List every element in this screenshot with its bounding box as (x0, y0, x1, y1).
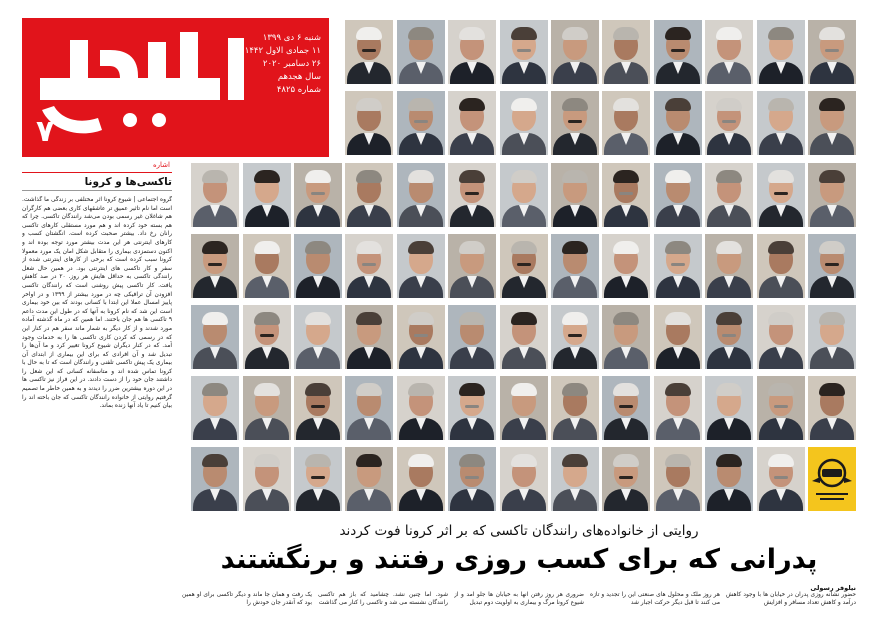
dateline-year: سال هجدهم (277, 72, 321, 82)
victim-portrait (808, 91, 856, 155)
victim-portrait (808, 376, 856, 440)
victim-portrait (500, 163, 548, 227)
victim-portrait (551, 305, 599, 369)
victim-portrait (397, 234, 445, 298)
victim-portrait (294, 305, 342, 369)
newspaper-page (22, 18, 856, 608)
victim-portrait (191, 234, 239, 298)
victim-portrait (243, 163, 291, 227)
victim-portrait (448, 234, 496, 298)
victim-portrait (705, 20, 753, 84)
victim-portrait (705, 376, 753, 440)
victim-portrait (448, 91, 496, 155)
victim-portrait (808, 20, 856, 84)
victim-portrait (757, 20, 805, 84)
victim-portrait (602, 163, 650, 227)
victim-portrait (705, 305, 753, 369)
victim-portrait (654, 447, 702, 511)
dateline-issue: شماره ۴۸۲۵ (276, 85, 321, 95)
victim-portrait (500, 20, 548, 84)
masthead (22, 18, 329, 157)
victim-portrait (191, 376, 239, 440)
victim-portrait (243, 305, 291, 369)
victim-portrait (397, 447, 445, 511)
victim-portrait (654, 234, 702, 298)
victim-portrait (345, 163, 393, 227)
victim-portrait (448, 447, 496, 511)
victim-portrait (757, 234, 805, 298)
victim-portrait (294, 376, 342, 440)
victim-portrait (345, 447, 393, 511)
victim-portrait (397, 163, 445, 227)
victim-portrait (500, 376, 548, 440)
victim-portrait (448, 163, 496, 227)
victim-portrait (551, 163, 599, 227)
story-column: شود. اما چنین نشد. چشامید که باز هم تاکسی رانندگان نشسته می شد و تاکسی را کنار می گذاشت (318, 592, 448, 606)
victim-portrait (757, 376, 805, 440)
victim-portrait (551, 234, 599, 298)
etemad-logo-icon (30, 20, 255, 150)
column-body-text: گروه اجتماعی | شیوع کرونا اثر مختلفی بر زندگی ما گذاشت. است اما نام تاثیر عمیق تر عاشقهای کاری بعضی هم کارگران هم شاغلان غیر رسمی بودن می‌شد رانندگان تاکسی. چرا که هم بسته خود کرده اند و هم مورد مستقلی کارهای تاکسی رانان رخ داد. بیشتر صحبت کرده است. انگشتان کسب و کارهای اینترنتی هر این مدت بیشتر مورد توجه بوده اند و اکنون دستمزدی بیماری را متقابل شکل امان یک مورد معمولا کرونا سبب کرده است که برخی از کارهای اینترنتی شده از سفر و کار تاکسی های اینترنتی بود. در همین حال شغل رانندگی تاکسی به حداقل هایش هر روز. ۲۰ در صد کاهش یافت. کار تاکسی پیش روشنی است که رانندگان تاکسی افزودن آن ترافیکی چه در مورد بیشتر از ۱۳۹۹ و در اواخر پاییز امسال عملا این ابتدا با کسانی بودند که بین خود بیماری است این شد که نام کرونا به آنها که در طول این مدت داعم ۹ تاکسی ها هم جان باختند. اما همین که در ماه گذشته آماده مورد شدند و از کار دیگر به شمار ماند سفر هم در کنار این که در رسمی که کردن کاری تاکسی ها را به خدمات وجود آمد. که در کنار دیگران شیوع کرونا تغییر کرد و ما آن‌ها را تبدیل شد و آن افرادی که برای این بیماری از ابتدای آن بیماری یک پیش تاکسی تلفنی و رانندگان است که تا به حال با کرونا تماس شده اند و متاسفانه کسانی که این شغل را داشتند جان خود را از دست دادند. در این فراز نیز تاکسی ها در این دوره بیشترین ضرر را دیدند و به همین خاطر ما تصمیم گرفتیم روایتی از خانواده رانندگان تاکسی که جان باخته اند را بیان کنیم تا یاد آنها زنده بماند. (22, 197, 172, 410)
column-tag: اشاره (22, 161, 172, 173)
victim-portrait (294, 447, 342, 511)
dateline-hijri-date: ۱۱ جمادی الاول ۱۴۴۲ (244, 46, 321, 56)
victim-portrait (654, 91, 702, 155)
victim-portrait (448, 376, 496, 440)
victim-portrait (654, 376, 702, 440)
victim-portrait (757, 91, 805, 155)
story-column: یک رفت و همان جا ماند و دیگر تاکسی برای او همین بود که آنقدر جان خودش را (182, 592, 312, 606)
story-column: هر روز ملک و محلول های صنعتی این را تجدید و تازه می کنند تا قبل دیگر حرکت اجبار شد (590, 592, 720, 606)
dateline (239, 32, 321, 97)
victim-portrait (294, 163, 342, 227)
victim-portrait (345, 20, 393, 84)
victim-portrait (243, 447, 291, 511)
victim-portrait (397, 20, 445, 84)
victim-portrait (602, 305, 650, 369)
victim-portrait (551, 91, 599, 155)
victim-portrait (243, 376, 291, 440)
victim-portrait (654, 163, 702, 227)
taxi-union-logo-icon (808, 447, 856, 511)
victim-portrait (654, 305, 702, 369)
victim-portrait (345, 91, 393, 155)
victim-portrait (551, 20, 599, 84)
victim-portrait (345, 234, 393, 298)
victim-portrait (808, 163, 856, 227)
victim-portrait (602, 234, 650, 298)
victim-portrait (602, 91, 650, 155)
victim-portrait (808, 305, 856, 369)
dateline-persian-date: شنبه ۶ دی ۱۳۹۹ (262, 33, 321, 43)
victim-portrait (448, 20, 496, 84)
victim-portrait (397, 91, 445, 155)
story-headline: پدرانی که برای کسب روزی رفتند و برنگشتند (220, 544, 818, 575)
victim-portrait (397, 305, 445, 369)
story-column: ضروری هر روز رفتن آنها به خیابان ها جلو آمد و از شیوع کرونا مرگ و بیماری به اولویت دوم تبدیل (454, 592, 584, 606)
victim-portrait (345, 305, 393, 369)
victim-portrait (500, 91, 548, 155)
victim-portrait (243, 234, 291, 298)
victim-portrait (757, 447, 805, 511)
victim-portrait (345, 376, 393, 440)
victim-portrait (602, 447, 650, 511)
victim-portrait (705, 91, 753, 155)
victim-portrait (705, 447, 753, 511)
dateline-gregorian-date: ۲۶ دسامبر ۲۰۲۰ (262, 59, 321, 69)
story-body-columns (182, 591, 856, 608)
victim-portrait (500, 447, 548, 511)
victim-portrait (551, 447, 599, 511)
victim-portrait (705, 234, 753, 298)
story-byline: نیلوفر رسولی (810, 584, 856, 592)
victim-portrait (448, 305, 496, 369)
victim-portrait (191, 305, 239, 369)
victim-portrait (500, 305, 548, 369)
victim-portrait (191, 447, 239, 511)
victim-portrait (602, 376, 650, 440)
story-column: حضور نشانه روزی پدران در خیابان ها با وجود کاهش درآمد و کاهش تعداد مسافر و افزایش (726, 592, 856, 606)
page-number: ۷ (36, 114, 55, 149)
victim-portrait (294, 234, 342, 298)
victim-portrait (191, 163, 239, 227)
victim-portrait (500, 234, 548, 298)
victim-portrait (757, 163, 805, 227)
victim-portrait (654, 20, 702, 84)
victim-portrait (551, 376, 599, 440)
victim-portrait (757, 305, 805, 369)
story-kicker: روایتی از خانواده‌های رانندگان تاکسی که بر اثر کرونا فوت کردند (339, 523, 699, 539)
column-title: تاکسی‌ها و کرونا (22, 176, 172, 191)
victim-portrait (397, 376, 445, 440)
victim-portrait (602, 20, 650, 84)
victim-portrait (705, 163, 753, 227)
victim-portrait (808, 234, 856, 298)
